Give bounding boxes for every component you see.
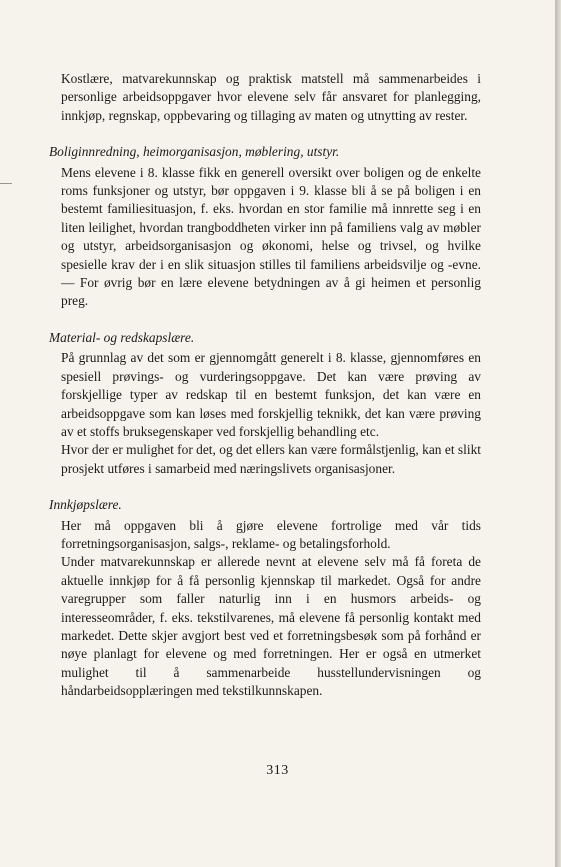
section-material: [49, 329, 481, 478]
section-paragraph: Mens elevene i 8. klasse fikk en generell oversikt over boligen og de enkelte roms funksjoner og utstyr, bør oppgaven i 9. klasse bli å se på boligen i en bestemt familiesituasjon, f. eks. hvordan en stor familie må innrette seg i en liten leilighet, hvordan trangboddheten virker inn på familiens valg av møbler og utstyr, arbeidsorganisasjon og økonomi, helse og trivsel, og hvilke spesielle krav der i en slik situasjon stilles til familiens arbeidsvilje og -evne. — For øvrig bør en lære elevene betydningen av å gi heimen et personlig preg.: [61, 164, 481, 309]
section-heading: Boliginnredning, heimorganisasjon, møblering, utstyr.: [49, 144, 340, 160]
section-boliginnredning: [49, 143, 481, 311]
page-edge-mark: [0, 183, 12, 184]
page-body: [49, 70, 481, 701]
section-innkjop: [49, 496, 481, 700]
section-paragraph: Hvor der er mulighet for det, og det ellers kan være formålstjenlig, kan et slikt prosjekt utføres i samarbeid med næringslivets organisasjoner.: [61, 442, 481, 476]
intro-paragraph: Kostlære, matvarekunnskap og praktisk matstell må sammenarbeides i personlige arbeidsoppgaver hvor elevene selv får ansvaret for planlegging, innkjøp, regnskap, oppbevaring og tillaging av maten og utnytting av rester.: [61, 71, 481, 123]
page-number: 313: [266, 763, 289, 778]
section-heading: Material- og redskapslære.: [49, 329, 195, 345]
section-paragraph: På grunnlag av det som er gjennomgått generelt i 8. klasse, gjennomføres en spesiell prøvings- og vurderingsoppgave. Det kan være prøving av forskjellige typer av redskap til en bestemt funksjon, det kan være en arbeidsoppgave som kan løses med forskjellig teknikk, det kan være prøving av et stoffs bruksegenskaper ved forskjellig behandling etc.: [61, 350, 481, 439]
section-paragraph: Under matvarekunnskap er allerede nevnt at elevene selv må få foreta de aktuelle innkjøp for å få personlig kjennskap til markedet. Også for andre varegrupper som faller naturlig inn i en husmors arbeids- og interesseområder, f. eks. tekstilvarenes, må elevene få personlig kontakt med markedet. Dette skjer avgjort best ved et forretningsbesøk som på forhånd er nøye planlagt for elevene og med forretningen. Her er også en utmerket mulighet til å sammenarbeide husstellundervisningen og håndarbeidsopplæringen med tekstilkunnskapen.: [61, 554, 481, 699]
section-paragraph: Her må oppgaven bli å gjøre elevene fortrolige med vår tids forretningsorganisasjon, salgs-, reklame- og betalingsforhold.: [61, 517, 481, 551]
section-heading: Innkjøpslære.: [49, 497, 122, 513]
book-spine-shadow: [555, 0, 561, 867]
